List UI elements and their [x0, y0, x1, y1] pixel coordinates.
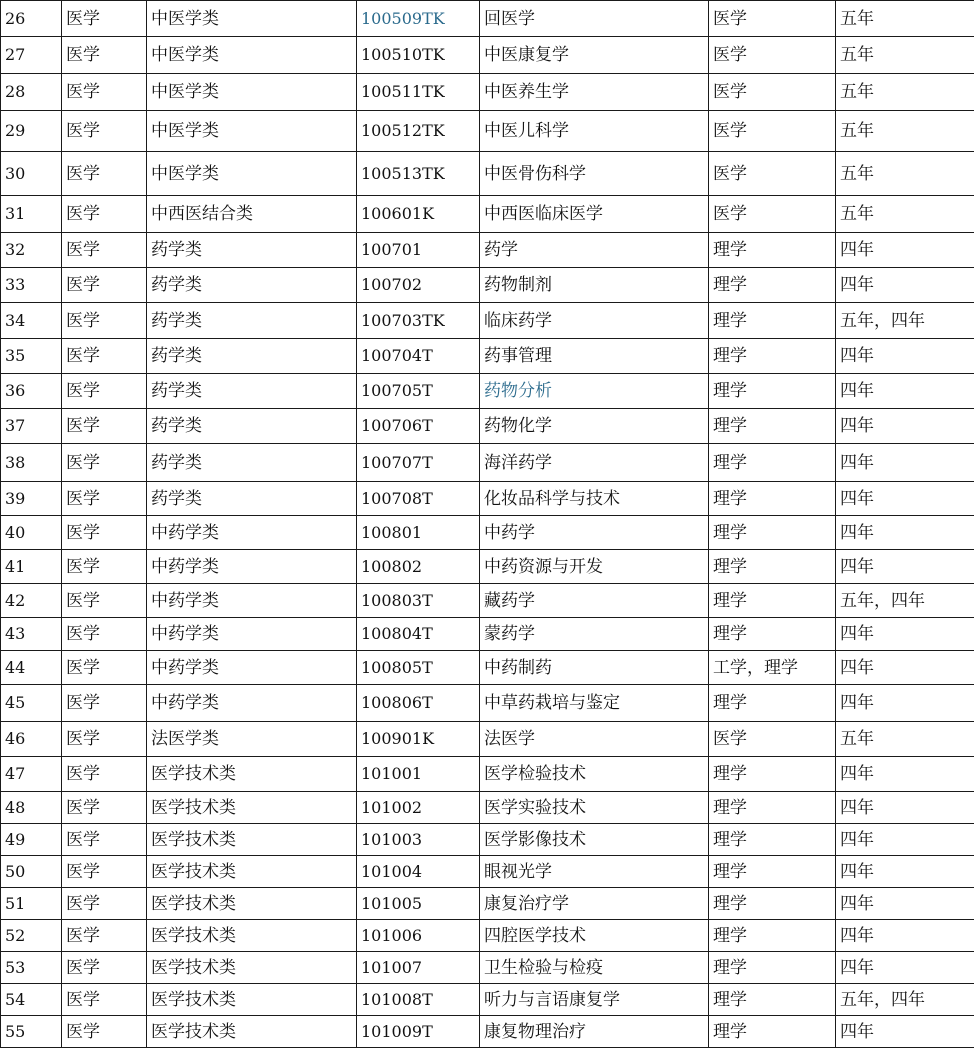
cell-years: 四年 — [836, 268, 974, 303]
table-row — [1, 584, 974, 618]
cell-years: 四年 — [836, 920, 974, 952]
cell-no: 44 — [1, 651, 62, 685]
cell-class: 中医学类 — [147, 1, 357, 37]
cell-class: 中药学类 — [147, 651, 357, 685]
cell-category: 医学 — [62, 268, 147, 303]
cell-no: 39 — [1, 482, 62, 516]
cell-name: 中医骨伤科学 — [480, 152, 709, 196]
cell-class: 药学类 — [147, 374, 357, 409]
cell-name: 化妆品科学与技术 — [480, 482, 709, 516]
cell-name: 药物化学 — [480, 409, 709, 444]
cell-category: 医学 — [62, 550, 147, 584]
cell-degree: 理学 — [709, 952, 836, 984]
table-row — [1, 152, 974, 196]
cell-category: 医学 — [62, 888, 147, 920]
cell-class: 中药学类 — [147, 550, 357, 584]
cell-code: 100510TK — [357, 37, 480, 74]
cell-name: 药物分析 — [480, 374, 709, 409]
cell-category: 医学 — [62, 1, 147, 37]
cell-years: 四年 — [836, 685, 974, 722]
cell-years: 四年 — [836, 952, 974, 984]
table-row — [1, 920, 974, 952]
cell-no: 55 — [1, 1016, 62, 1048]
cell-name: 药物制剂 — [480, 268, 709, 303]
cell-degree: 理学 — [709, 444, 836, 482]
cell-category: 医学 — [62, 444, 147, 482]
cell-years: 四年 — [836, 856, 974, 888]
cell-degree: 医学 — [709, 1, 836, 37]
cell-no: 49 — [1, 824, 62, 856]
cell-years: 五年 — [836, 74, 974, 111]
cell-category: 医学 — [62, 409, 147, 444]
cell-class: 中医学类 — [147, 37, 357, 74]
cell-code: 100708T — [357, 482, 480, 516]
cell-class: 医学技术类 — [147, 824, 357, 856]
cell-no: 36 — [1, 374, 62, 409]
cell-name: 药事管理 — [480, 339, 709, 374]
cell-category: 医学 — [62, 374, 147, 409]
cell-code: 100705T — [357, 374, 480, 409]
cell-no: 29 — [1, 111, 62, 152]
cell-class: 中西医结合类 — [147, 196, 357, 233]
cell-years: 四年 — [836, 516, 974, 550]
cell-years: 四年 — [836, 792, 974, 824]
cell-code: 100512TK — [357, 111, 480, 152]
table-row — [1, 792, 974, 824]
cell-name: 中西医临床医学 — [480, 196, 709, 233]
cell-class: 医学技术类 — [147, 1016, 357, 1048]
table-body — [1, 1, 974, 1048]
cell-class: 药学类 — [147, 339, 357, 374]
cell-class: 中医学类 — [147, 74, 357, 111]
cell-years: 五年 — [836, 111, 974, 152]
cell-category: 医学 — [62, 757, 147, 792]
cell-code: 101002 — [357, 792, 480, 824]
cell-category: 医学 — [62, 339, 147, 374]
table-row — [1, 374, 974, 409]
cell-degree: 理学 — [709, 516, 836, 550]
cell-code: 100804T — [357, 618, 480, 651]
cell-no: 54 — [1, 984, 62, 1016]
cell-years: 五年 — [836, 152, 974, 196]
cell-no: 35 — [1, 339, 62, 374]
cell-degree: 理学 — [709, 920, 836, 952]
cell-degree: 医学 — [709, 74, 836, 111]
cell-name: 医学影像技术 — [480, 824, 709, 856]
cell-name: 回医学 — [480, 1, 709, 37]
cell-years: 四年 — [836, 618, 974, 651]
cell-no: 43 — [1, 618, 62, 651]
table-row — [1, 757, 974, 792]
cell-degree: 理学 — [709, 374, 836, 409]
cell-class: 药学类 — [147, 482, 357, 516]
cell-no: 27 — [1, 37, 62, 74]
cell-no: 31 — [1, 196, 62, 233]
cell-degree: 医学 — [709, 152, 836, 196]
cell-code: 100802 — [357, 550, 480, 584]
cell-code: 100706T — [357, 409, 480, 444]
cell-years: 五年 — [836, 722, 974, 757]
cell-category: 医学 — [62, 152, 147, 196]
cell-class: 中药学类 — [147, 584, 357, 618]
cell-no: 47 — [1, 757, 62, 792]
cell-class: 中药学类 — [147, 618, 357, 651]
cell-code: 100805T — [357, 651, 480, 685]
cell-no: 42 — [1, 584, 62, 618]
cell-years: 四年 — [836, 888, 974, 920]
table-row — [1, 196, 974, 233]
table-row — [1, 888, 974, 920]
cell-name: 中药学 — [480, 516, 709, 550]
cell-name: 中草药栽培与鉴定 — [480, 685, 709, 722]
cell-name: 四腔医学技术 — [480, 920, 709, 952]
table-row — [1, 952, 974, 984]
cell-category: 医学 — [62, 651, 147, 685]
cell-degree: 理学 — [709, 757, 836, 792]
cell-class: 医学技术类 — [147, 856, 357, 888]
table-row — [1, 722, 974, 757]
cell-category: 医学 — [62, 111, 147, 152]
cell-category: 医学 — [62, 792, 147, 824]
table-row — [1, 1, 974, 37]
cell-class: 中药学类 — [147, 685, 357, 722]
table-row — [1, 651, 974, 685]
cell-years: 五年 — [836, 1, 974, 37]
cell-code: 101009T — [357, 1016, 480, 1048]
cell-no: 46 — [1, 722, 62, 757]
cell-name: 眼视光学 — [480, 856, 709, 888]
cell-class: 药学类 — [147, 268, 357, 303]
cell-category: 医学 — [62, 824, 147, 856]
table-row — [1, 409, 974, 444]
table-row — [1, 550, 974, 584]
cell-code: 101008T — [357, 984, 480, 1016]
cell-no: 40 — [1, 516, 62, 550]
cell-years: 五年，四年 — [836, 984, 974, 1016]
cell-category: 医学 — [62, 516, 147, 550]
cell-name: 医学检验技术 — [480, 757, 709, 792]
cell-class: 中医学类 — [147, 111, 357, 152]
cell-code: 100703TK — [357, 303, 480, 339]
cell-name: 中药制药 — [480, 651, 709, 685]
cell-class: 法医学类 — [147, 722, 357, 757]
cell-category: 医学 — [62, 952, 147, 984]
cell-years: 四年 — [836, 374, 974, 409]
cell-category: 医学 — [62, 196, 147, 233]
table-row — [1, 984, 974, 1016]
cell-no: 51 — [1, 888, 62, 920]
cell-degree: 理学 — [709, 824, 836, 856]
cell-class: 药学类 — [147, 444, 357, 482]
cell-degree: 医学 — [709, 722, 836, 757]
table-row — [1, 856, 974, 888]
cell-degree: 理学 — [709, 550, 836, 584]
cell-name: 康复治疗学 — [480, 888, 709, 920]
cell-years: 四年 — [836, 1016, 974, 1048]
cell-code: 100511TK — [357, 74, 480, 111]
cell-name: 蒙药学 — [480, 618, 709, 651]
cell-name: 中医康复学 — [480, 37, 709, 74]
cell-years: 四年 — [836, 757, 974, 792]
cell-category: 医学 — [62, 233, 147, 268]
cell-name: 听力与言语康复学 — [480, 984, 709, 1016]
cell-name: 海洋药学 — [480, 444, 709, 482]
table-row — [1, 339, 974, 374]
cell-degree: 理学 — [709, 482, 836, 516]
cell-name: 法医学 — [480, 722, 709, 757]
cell-degree: 理学 — [709, 303, 836, 339]
cell-years: 四年 — [836, 482, 974, 516]
cell-degree: 医学 — [709, 111, 836, 152]
cell-degree: 理学 — [709, 856, 836, 888]
cell-category: 医学 — [62, 74, 147, 111]
cell-class: 医学技术类 — [147, 952, 357, 984]
cell-category: 医学 — [62, 685, 147, 722]
cell-code: 101007 — [357, 952, 480, 984]
cell-years: 四年 — [836, 339, 974, 374]
cell-code: 100803T — [357, 584, 480, 618]
cell-name: 药学 — [480, 233, 709, 268]
cell-years: 五年 — [836, 196, 974, 233]
cell-code: 100901K — [357, 722, 480, 757]
cell-class: 中医学类 — [147, 152, 357, 196]
table-row — [1, 268, 974, 303]
cell-code: 100513TK — [357, 152, 480, 196]
cell-category: 医学 — [62, 1016, 147, 1048]
cell-years: 四年 — [836, 550, 974, 584]
cell-years: 五年，四年 — [836, 584, 974, 618]
cell-degree: 理学 — [709, 685, 836, 722]
cell-class: 药学类 — [147, 233, 357, 268]
cell-class: 医学技术类 — [147, 888, 357, 920]
cell-category: 医学 — [62, 856, 147, 888]
cell-years: 五年，四年 — [836, 303, 974, 339]
cell-degree: 理学 — [709, 233, 836, 268]
table-row — [1, 111, 974, 152]
table-row — [1, 1016, 974, 1048]
cell-no: 32 — [1, 233, 62, 268]
cell-code: 100806T — [357, 685, 480, 722]
table-row — [1, 233, 974, 268]
cell-category: 医学 — [62, 482, 147, 516]
cell-no: 38 — [1, 444, 62, 482]
table-row — [1, 516, 974, 550]
cell-no: 28 — [1, 74, 62, 111]
cell-degree: 医学 — [709, 196, 836, 233]
cell-code: 101004 — [357, 856, 480, 888]
cell-code: 100509TK — [357, 1, 480, 37]
cell-no: 41 — [1, 550, 62, 584]
cell-no: 52 — [1, 920, 62, 952]
cell-code: 101005 — [357, 888, 480, 920]
cell-years: 四年 — [836, 444, 974, 482]
cell-degree: 医学 — [709, 37, 836, 74]
cell-name: 中医养生学 — [480, 74, 709, 111]
table-row — [1, 685, 974, 722]
cell-degree: 理学 — [709, 1016, 836, 1048]
cell-name: 中药资源与开发 — [480, 550, 709, 584]
cell-name: 康复物理治疗 — [480, 1016, 709, 1048]
cell-category: 医学 — [62, 984, 147, 1016]
cell-no: 33 — [1, 268, 62, 303]
table-row — [1, 618, 974, 651]
cell-category: 医学 — [62, 618, 147, 651]
cell-name: 医学实验技术 — [480, 792, 709, 824]
cell-years: 四年 — [836, 409, 974, 444]
cell-years: 四年 — [836, 651, 974, 685]
cell-code: 100801 — [357, 516, 480, 550]
cell-no: 34 — [1, 303, 62, 339]
cell-degree: 工学，理学 — [709, 651, 836, 685]
cell-degree: 理学 — [709, 888, 836, 920]
cell-category: 医学 — [62, 722, 147, 757]
cell-category: 医学 — [62, 920, 147, 952]
cell-degree: 理学 — [709, 584, 836, 618]
table-row — [1, 303, 974, 339]
cell-no: 50 — [1, 856, 62, 888]
cell-no: 30 — [1, 152, 62, 196]
cell-degree: 理学 — [709, 409, 836, 444]
cell-no: 45 — [1, 685, 62, 722]
cell-name: 卫生检验与检疫 — [480, 952, 709, 984]
cell-no: 48 — [1, 792, 62, 824]
table-row — [1, 74, 974, 111]
cell-no: 53 — [1, 952, 62, 984]
cell-name: 临床药学 — [480, 303, 709, 339]
table-row — [1, 482, 974, 516]
cell-code: 100704T — [357, 339, 480, 374]
cell-no: 37 — [1, 409, 62, 444]
cell-degree: 理学 — [709, 792, 836, 824]
cell-class: 中药学类 — [147, 516, 357, 550]
cell-degree: 理学 — [709, 618, 836, 651]
cell-years: 四年 — [836, 233, 974, 268]
cell-category: 医学 — [62, 303, 147, 339]
cell-code: 100707T — [357, 444, 480, 482]
table-row — [1, 37, 974, 74]
table-row — [1, 444, 974, 482]
cell-category: 医学 — [62, 584, 147, 618]
cell-class: 医学技术类 — [147, 757, 357, 792]
cell-class: 医学技术类 — [147, 792, 357, 824]
cell-code: 101001 — [357, 757, 480, 792]
cell-class: 药学类 — [147, 303, 357, 339]
cell-class: 药学类 — [147, 409, 357, 444]
cell-years: 五年 — [836, 37, 974, 74]
cell-code: 101006 — [357, 920, 480, 952]
cell-code: 100701 — [357, 233, 480, 268]
cell-class: 医学技术类 — [147, 984, 357, 1016]
cell-code: 101003 — [357, 824, 480, 856]
table-row — [1, 824, 974, 856]
cell-name: 中医儿科学 — [480, 111, 709, 152]
cell-class: 医学技术类 — [147, 920, 357, 952]
cell-degree: 理学 — [709, 984, 836, 1016]
cell-name: 藏药学 — [480, 584, 709, 618]
cell-no: 26 — [1, 1, 62, 37]
cell-years: 四年 — [836, 824, 974, 856]
cell-category: 医学 — [62, 37, 147, 74]
cell-degree: 理学 — [709, 339, 836, 374]
cell-degree: 理学 — [709, 268, 836, 303]
cell-code: 100601K — [357, 196, 480, 233]
cell-code: 100702 — [357, 268, 480, 303]
